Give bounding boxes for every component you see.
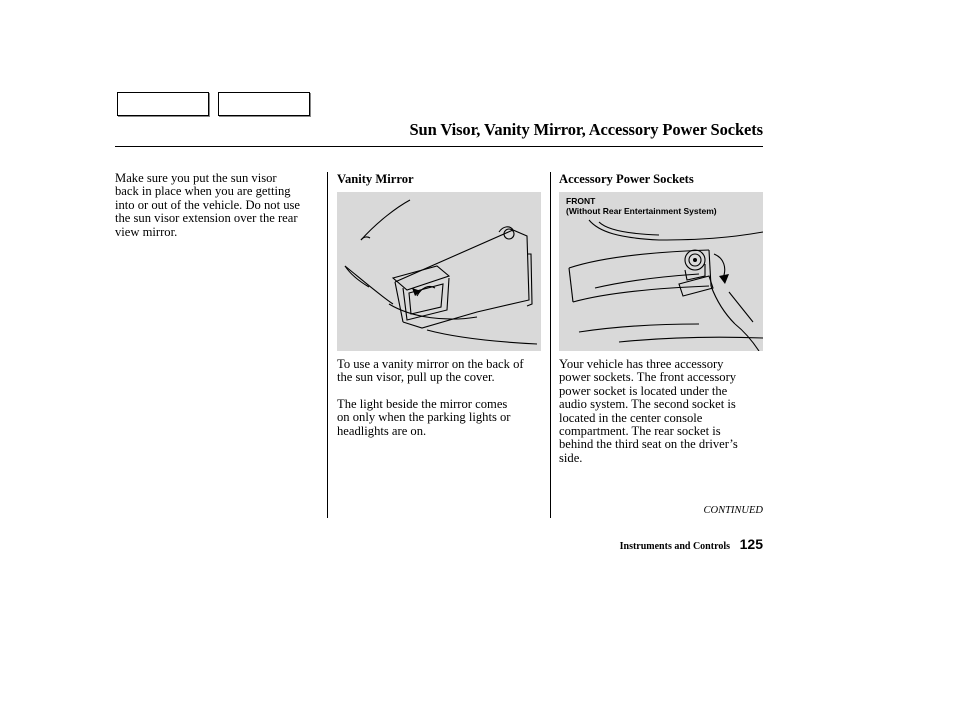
nav-tab-button-1[interactable] — [117, 92, 209, 116]
vanity-mirror-drawing — [337, 192, 541, 351]
power-sockets-heading: Accessory Power Sockets — [559, 172, 694, 186]
figure-label-front: FRONT — [566, 196, 596, 206]
continued-label: CONTINUED — [703, 505, 763, 516]
vanity-mirror-paragraph-1: To use a vanity mirror on the back of the sun visor, pull up the cover. — [337, 357, 524, 385]
column-divider-1 — [327, 172, 328, 518]
column-divider-2 — [550, 172, 551, 518]
vanity-mirror-paragraph-2: The light beside the mirror comes on only when the parking lights or headlights are on. — [337, 397, 511, 438]
figure-label — [566, 196, 717, 216]
nav-tab-button-2[interactable] — [218, 92, 310, 116]
vanity-mirror-heading: Vanity Mirror — [337, 172, 414, 186]
power-sockets-paragraph: Your vehicle has three accessory power sockets. The front accessory power socket is located under the audio system. The second socket is located in the center console compartment. The rear socket is behind the third seat on the driver’s side. — [559, 357, 738, 465]
figure-label-variant: (Without Rear Entertainment System) — [566, 206, 717, 216]
sun-visor-paragraph: Make sure you put the sun visor back in place when you are getting into or out of the vehicle. Do not use the sun visor extension over the rear view mirror. — [115, 171, 301, 239]
footer-section-name: Instruments and Controls — [619, 541, 730, 552]
page-title: Sun Visor, Vanity Mirror, Accessory Power Sockets — [409, 120, 763, 139]
page-number: 125 — [739, 536, 763, 552]
title-divider — [115, 146, 763, 147]
vanity-mirror-illustration — [337, 192, 541, 351]
power-socket-illustration — [559, 192, 763, 351]
